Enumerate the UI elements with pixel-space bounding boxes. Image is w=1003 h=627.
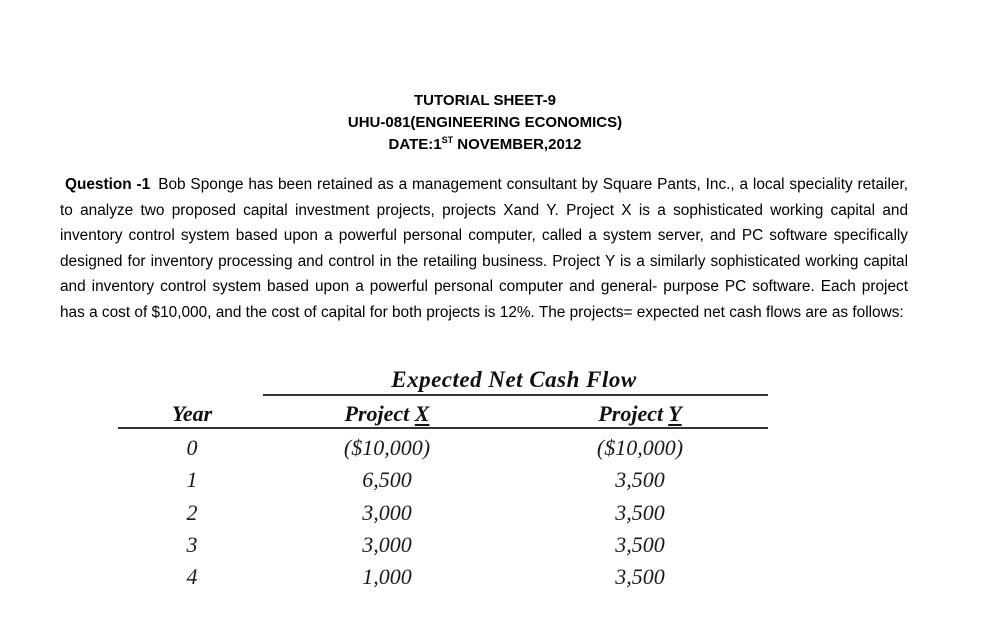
project-x-column-header <box>345 401 430 427</box>
question-label: Question -1 <box>65 176 151 193</box>
year-cell: 0 <box>186 435 198 460</box>
header-rule <box>118 427 768 429</box>
project-y-cell: 3,500 <box>615 564 665 589</box>
date-suffix: NOVEMBER,2012 <box>453 136 582 153</box>
title-rule <box>263 394 768 396</box>
question-text: Bob Sponge has been retained as a management consultant by Square Pants, Inc., a local speciality retailer, to analyze two proposed capital investment projects, projects Xand Y. Project X is a sophisticated working capital and inventory control system based upon a powerful personal computer, called a system server, and PC software specifically designed for inventory processing and control in the retailing business. Project Y is a similarly sophisticated working capital and inventory control system based upon a powerful personal computer and general- purpose PC software. Each project has a cost of $10,000, and the cost of capital for both projects is 12%. The projects= expected net cash flows are as follows: <box>60 176 908 321</box>
project-y-cell: 3,500 <box>615 467 665 492</box>
sheet-title: TUTORIAL SHEET-9 <box>414 92 556 109</box>
project-y-cell: 3,500 <box>615 500 665 525</box>
year-cell: 3 <box>186 532 198 557</box>
year-cell: 4 <box>186 564 198 589</box>
project-x-cell: 6,500 <box>362 467 412 492</box>
project-x-cell: ($10,000) <box>343 435 431 460</box>
project-x-cell: 1,000 <box>362 564 412 589</box>
project-x-letter: X <box>414 401 430 426</box>
project-x-cell: 3,000 <box>362 532 412 557</box>
project-y-letter: Y <box>668 401 682 426</box>
date-prefix: DATE:1 <box>388 136 442 153</box>
project-y-cell: ($10,000) <box>596 435 684 460</box>
table-title: Expected Net Cash Flow <box>391 367 637 392</box>
project-y-cell: 3,500 <box>615 532 665 557</box>
project-y-prefix: Project <box>598 401 669 426</box>
project-y-column-header <box>598 401 681 427</box>
course-title: UHU-081(ENGINEERING ECONOMICS) <box>347 114 623 131</box>
year-cell: 1 <box>186 467 198 492</box>
project-x-cell: 3,000 <box>362 500 412 525</box>
project-x-prefix: Project <box>344 401 415 426</box>
year-cell: 2 <box>186 500 198 525</box>
year-column-header: Year <box>171 401 213 426</box>
date-superscript: ST <box>441 135 454 145</box>
